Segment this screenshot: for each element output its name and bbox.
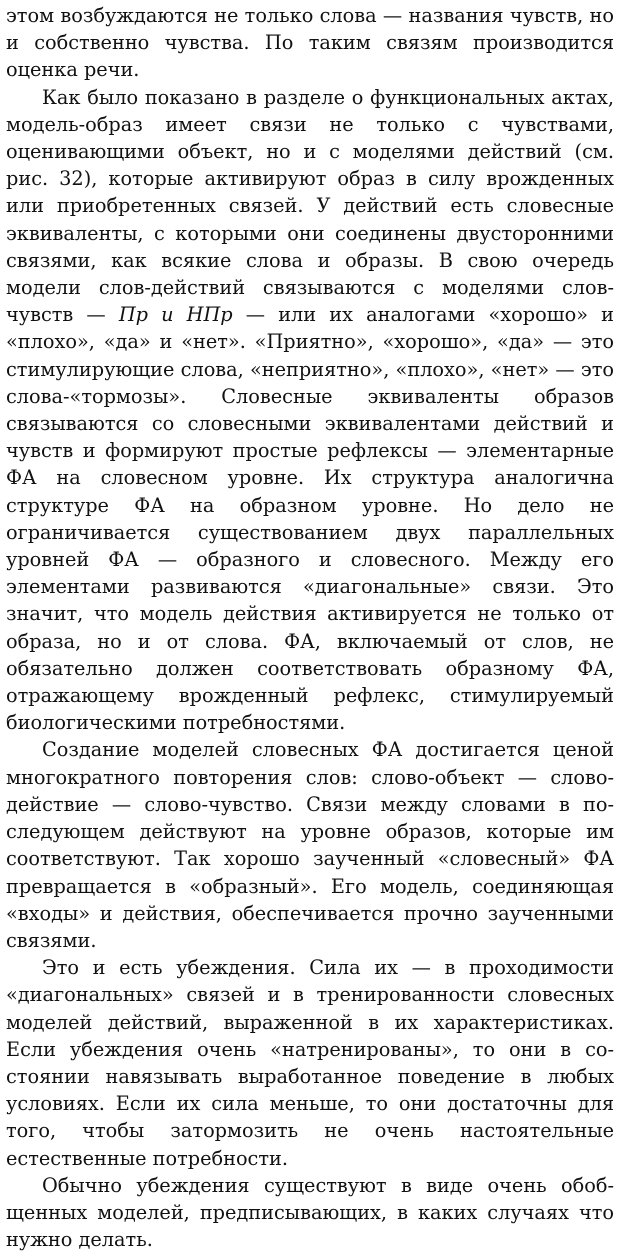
paragraph-4-text: Это и есть убеждения. Сила их — в проходимости «диагональных» связей и в тренированности словесных моделей действий, выраженной в их характеристиках. Если убеждения очень «натренированы», то они в состоянии навязывать выработанное поведение в любых условиях. Если их сила меньше, то они достаточны для того, чтобы затормозить не очень настоятельные естественные потребности. — [6, 956, 614, 1170]
paragraph-2-text-part-2: — или их аналогами «хорошо» и «плохо», «да» и «нет». «Приятно», «хорошо», «да» — это стимулирующие слова, «неприятно», «плохо», «нет» — это слова-«тормозы». Словесные эквиваленты образов связываются со словесными эквивалентами действий и чувств и формируют простые рефлексы — элементарные ФА на словесном уровне. Их структура аналогична структуре ФА на образном уровне. Но дело не ограничивается существованием двух параллельных уровней ФА — образного и словесного. Между его элементами развиваются «диагональные» связи. Это значит, что модель действия активируется не только от образа, но и от слова. ФА, включаемый от слов, не обязательно должен соответствовать образному ФА, отражающему врожденный рефлекс, стимулируемый биологическими потребностями. — [6, 303, 614, 735]
paragraph-3-text: Создание моделей словесных ФА достигается ценой многократного повторения слов: слово-объект — словодействие — слово-чувство. Связи между словами в последующем действуют на уровне образов, которые им соответствуют. Так хорошо заученный «словесный» ФА превращается в «образный». Его модель, соединяющая «входы» и действия, обеспечивается прочно заученными связями. — [6, 738, 614, 952]
paragraph-4 — [6, 954, 614, 1172]
paragraph-5-text: Обычно убеждения существуют в виде очень обобщенных моделей, предписывающих, в каких случаях что нужно делать. — [6, 1173, 614, 1252]
paragraph-3 — [6, 736, 614, 954]
paragraph-5 — [6, 1172, 614, 1253]
paragraph-2-text-part-1: Как было показано в разделе о функциональных актах, модель-образ имеет связи не только с чувствами, оценивающими объект, но и с моделями действий (см. рис. 32), которые активируют образ в силу врожденных или приобретенных связей. У действий есть словесные эквиваленты, с которыми они соединены двусторонними связями, как всякие слова и образы. В свою очередь модели слов-действий связываются с моделями слов-чувств — — [6, 85, 614, 327]
italic-term-pr-npr: Пр и НПр — [118, 303, 233, 327]
paragraph-2 — [6, 84, 614, 737]
paragraph-1 — [6, 2, 614, 84]
paragraph-1-text: этом возбуждаются не только слова — названия чувств, но и собственно чувства. По таким связям производится оценка речи. — [6, 4, 614, 82]
